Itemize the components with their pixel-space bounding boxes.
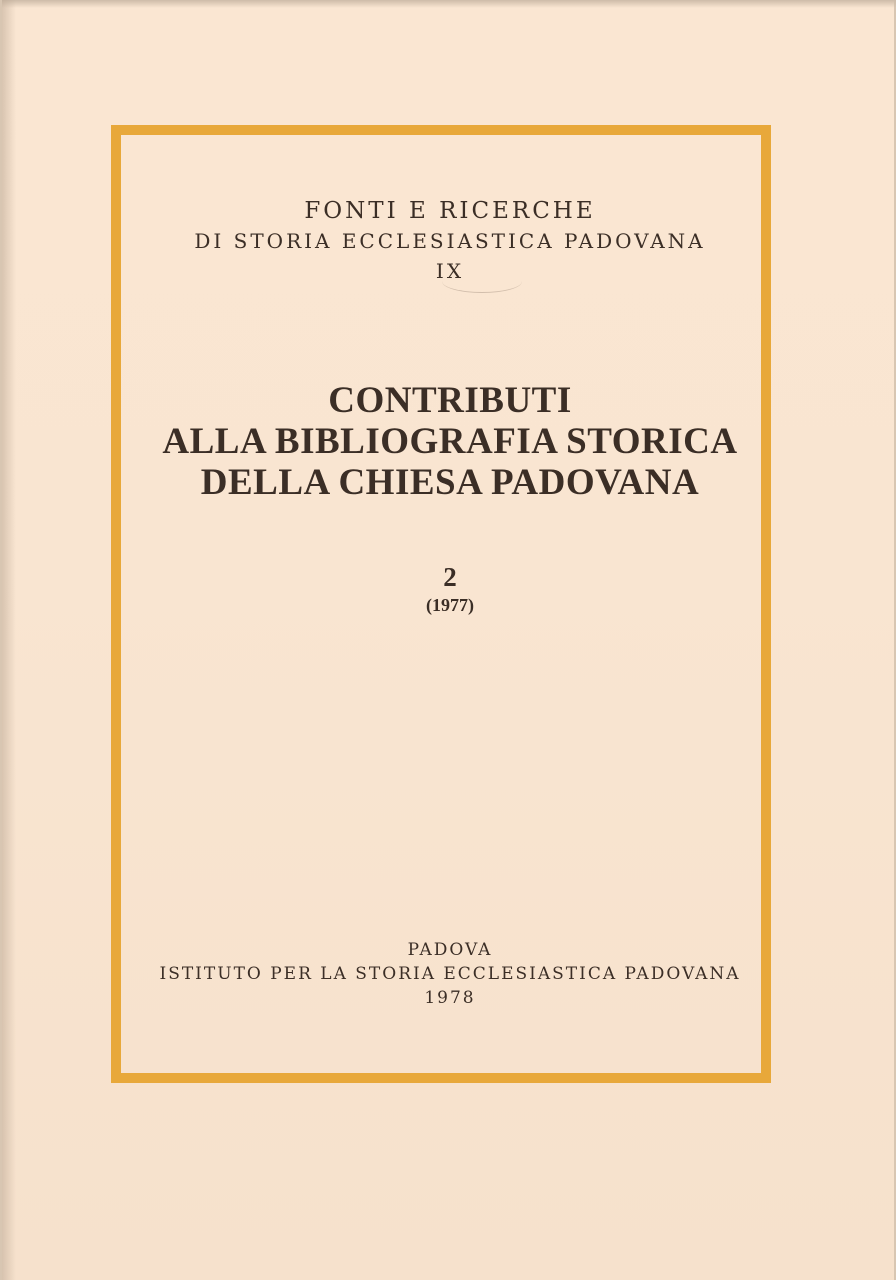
series-title: FONTI E RICERCHE: [304, 198, 596, 224]
series-subtitle: DI STORIA ECCLESIASTICA PADOVANA: [194, 229, 706, 253]
imprint-city: PADOVA: [407, 940, 493, 960]
book-title: [2, 380, 896, 503]
volume-year: (1977): [426, 595, 474, 615]
series-volume-number: IX: [435, 259, 465, 283]
imprint: [2, 938, 896, 1010]
title-line-3: DELLA CHIESA PADOVANA: [200, 462, 700, 503]
title-line-1: CONTRIBUTI: [328, 380, 572, 421]
imprint-publisher: ISTITUTO PER LA STORIA ECCLESIASTICA PADOVANA: [159, 964, 741, 984]
cover-top-edge: [2, 0, 896, 8]
imprint-year: 1978: [424, 988, 476, 1008]
volume-number: 2: [443, 562, 457, 592]
title-line-2: ALLA BIBLIOGRAFIA STORICA: [162, 421, 738, 462]
volume-info: [2, 560, 896, 616]
series-heading: [2, 196, 896, 286]
cover-spine-shadow: [2, 0, 16, 1280]
